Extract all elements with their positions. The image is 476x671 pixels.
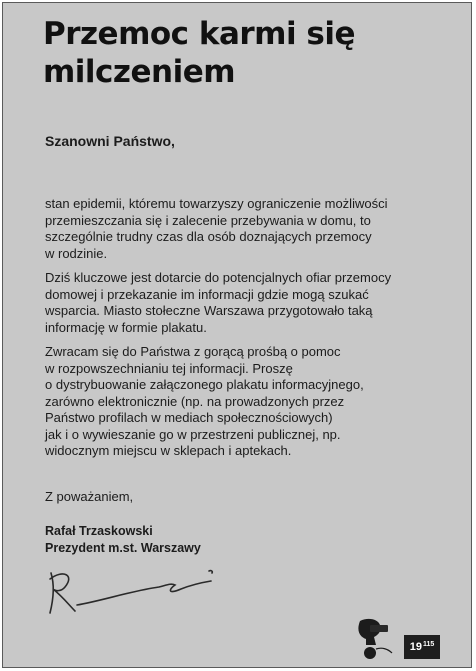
hotline-badge-main: 19 — [409, 641, 422, 653]
paragraph-line: przemieszczania się i zalecenie przebywania w domu, to — [45, 212, 371, 228]
hotline-badge — [404, 635, 440, 659]
title-line-2: milczeniem — [43, 54, 236, 90]
signatory-name: Rafał Trzaskowski — [45, 524, 153, 538]
paragraph-line: Dziś kluczowe jest dotarcie do potencjalnych ofiar przemocy — [45, 270, 392, 285]
paragraph-line: wsparcia. Miasto stołeczne Warszawa przygotowało taką — [45, 303, 373, 318]
paragraph-1 — [45, 196, 445, 262]
paragraph-line: Zwracam się do Państwa z gorącą prośbą o pomoc — [45, 344, 341, 359]
paragraph-line: jak i o wywieszanie go w przestrzeni publicznej, np. — [45, 426, 341, 442]
paragraph-3 — [45, 344, 445, 460]
paragraph-line: szczególnie trudny czas dla osób doznających przemocy — [45, 229, 372, 244]
paragraph-line: w rodzinie. — [45, 245, 108, 261]
signatory-title: Prezydent m.st. Warszawy — [45, 541, 201, 555]
letter-body — [45, 196, 445, 468]
letter-sheet — [2, 2, 472, 668]
paragraph-line: w rozpowszechnianiu tej informacji. Proszę — [45, 360, 293, 376]
hotline-badge-sup: 115 — [422, 640, 435, 648]
paragraph-line: informację w formie plakatu. — [45, 319, 207, 335]
paragraph-2 — [45, 270, 445, 336]
paragraph-line: stan epidemii, któremu towarzyszy ograniczenie możliwości — [45, 196, 388, 211]
campaign-logo — [352, 615, 396, 661]
paragraph-line: widocznym miejscu w sklepach i aptekach. — [45, 443, 292, 458]
title-line-1: Przemoc karmi się — [43, 16, 355, 52]
paragraph-line: Państwo profilach w mediach społecznościowych) — [45, 410, 333, 425]
greeting: Szanowni Państwo, — [45, 133, 175, 149]
signatory-block — [45, 523, 201, 557]
closing: Z poważaniem, — [45, 489, 134, 504]
letter-title — [43, 15, 443, 91]
paragraph-line: zarówno elektronicznie (np. na prowadzonych przez — [45, 393, 345, 409]
paragraph-line: o dystrybuowanie załączonego plakatu informacyjnego, — [45, 377, 364, 392]
handwritten-signature — [41, 561, 226, 621]
paragraph-line: domowej i przekazanie im informacji gdzie mogą szukać — [45, 286, 369, 302]
